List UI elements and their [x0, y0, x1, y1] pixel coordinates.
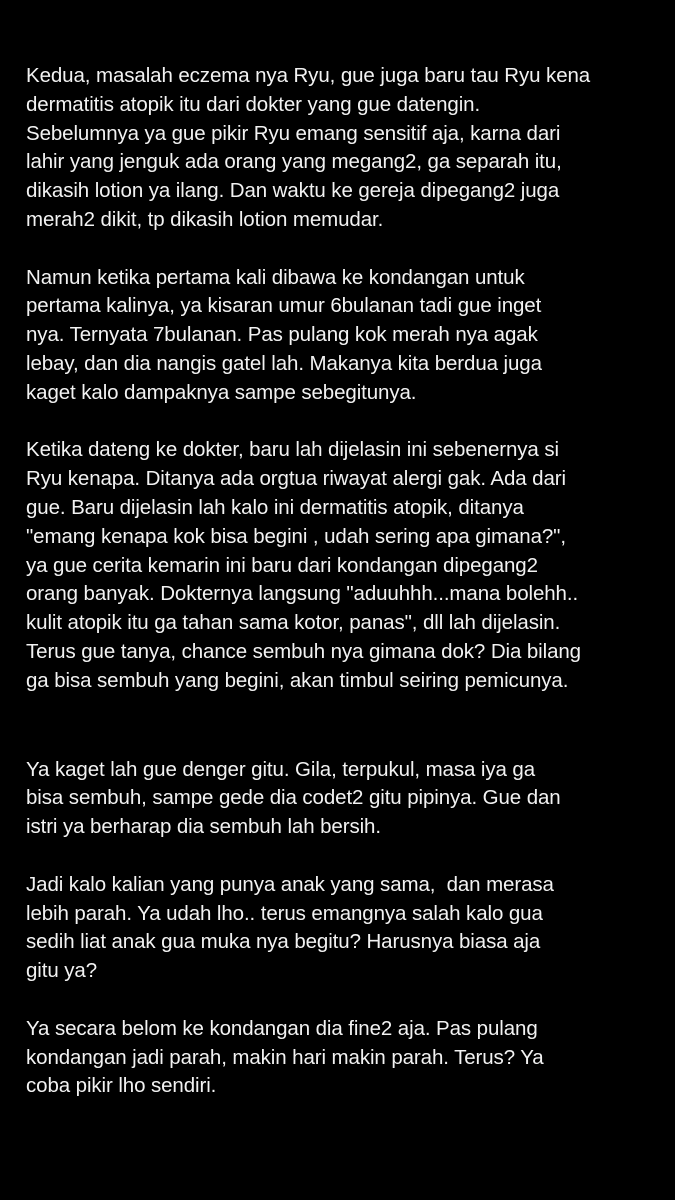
text-line: Terus gue tanya, chance sembuh nya gimana dok? Dia bilang — [26, 639, 581, 663]
text-line: lahir yang jenguk ada orang yang megang2, ga separah itu, — [26, 150, 562, 174]
text-line: coba pikir lho sendiri. — [26, 1074, 217, 1098]
text-line: Kedua, masalah eczema nya Ryu, gue juga baru tau Ryu kena — [26, 64, 591, 87]
text-line: kaget kalo dampaknya sampe sebegitunya. — [26, 380, 417, 404]
text-line: pertama kalinya, ya kisaran umur 6bulanan tadi gue inget — [26, 294, 542, 318]
paragraph-gap — [26, 986, 666, 1015]
text-line: kulit atopik itu ga tahan sama kotor, panas", dll lah dijelasin. — [26, 611, 561, 635]
text-line: ga bisa sembuh yang begini, akan timbul seiring pemicunya. — [26, 668, 569, 692]
paragraph-gap — [26, 408, 666, 437]
text-line: ya gue cerita kemarin ini baru dari kondangan dipegang2 — [26, 553, 538, 577]
paragraph-doctor-visit — [26, 436, 666, 695]
text-line: dikasih lotion ya ilang. Dan waktu ke gereja dipegang2 juga — [26, 179, 560, 203]
paragraph-conclusion — [26, 1015, 666, 1101]
paragraph-gap — [26, 235, 666, 264]
paragraph-to-readers — [26, 871, 666, 986]
text-line: istri ya berharap dia sembuh lah bersih. — [26, 815, 381, 839]
text-line: Sebelumnya ya gue pikir Ryu emang sensitif aja, karna dari — [26, 121, 561, 145]
text-line: lebay, dan dia nangis gatel lah. Makanya kita berdua juga — [26, 351, 542, 375]
text-line: dermatitis atopik itu dari dokter yang gue datengin. — [26, 92, 481, 116]
text-line: Ya secara belom ke kondangan dia fine2 aja. Pas pulang — [26, 1016, 538, 1040]
text-line: gue. Baru dijelasin lah kalo ini dermatitis atopik, ditanya — [26, 495, 524, 519]
text-line: "emang kenapa kok bisa begini , udah sering apa gimana?", — [26, 524, 566, 548]
story-text-body — [26, 62, 666, 1101]
text-line: bisa sembuh, sampe gede dia codet2 gitu pipinya. Gue dan — [26, 786, 561, 810]
text-line: sedih liat anak gua muka nya begitu? Harusnya biasa aja — [26, 930, 541, 954]
text-line: Jadi kalo kalian yang punya anak yang sama, dan merasa — [26, 872, 554, 896]
text-line: lebih parah. Ya udah lho.. terus emangnya salah kalo gua — [26, 901, 543, 925]
text-line: Namun ketika pertama kali dibawa ke kondangan untuk — [26, 265, 525, 289]
text-line: nya. Ternyata 7bulanan. Pas pulang kok merah nya agak — [26, 323, 538, 347]
text-line: kondangan jadi parah, makin hari makin parah. Terus? Ya — [26, 1045, 544, 1069]
text-line: gitu ya? — [26, 959, 98, 983]
text-line: Ya kaget lah gue denger gitu. Gila, terpukul, masa iya ga — [26, 757, 536, 781]
text-line: Ryu kenapa. Ditanya ada orgtua riwayat alergi gak. Ada dari — [26, 467, 566, 491]
paragraph-gap — [26, 696, 666, 756]
paragraph-kondangan — [26, 264, 666, 408]
text-line: Ketika dateng ke dokter, baru lah dijelasin ini sebenernya si — [26, 438, 559, 462]
paragraph-reaction — [26, 756, 666, 842]
text-line: merah2 dikit, tp dikasih lotion memudar. — [26, 207, 384, 231]
text-line: orang banyak. Dokternya langsung "aduuhhh...mana bolehh.. — [26, 582, 579, 606]
paragraph-gap — [26, 842, 666, 871]
paragraph-eczema-intro — [26, 62, 666, 235]
